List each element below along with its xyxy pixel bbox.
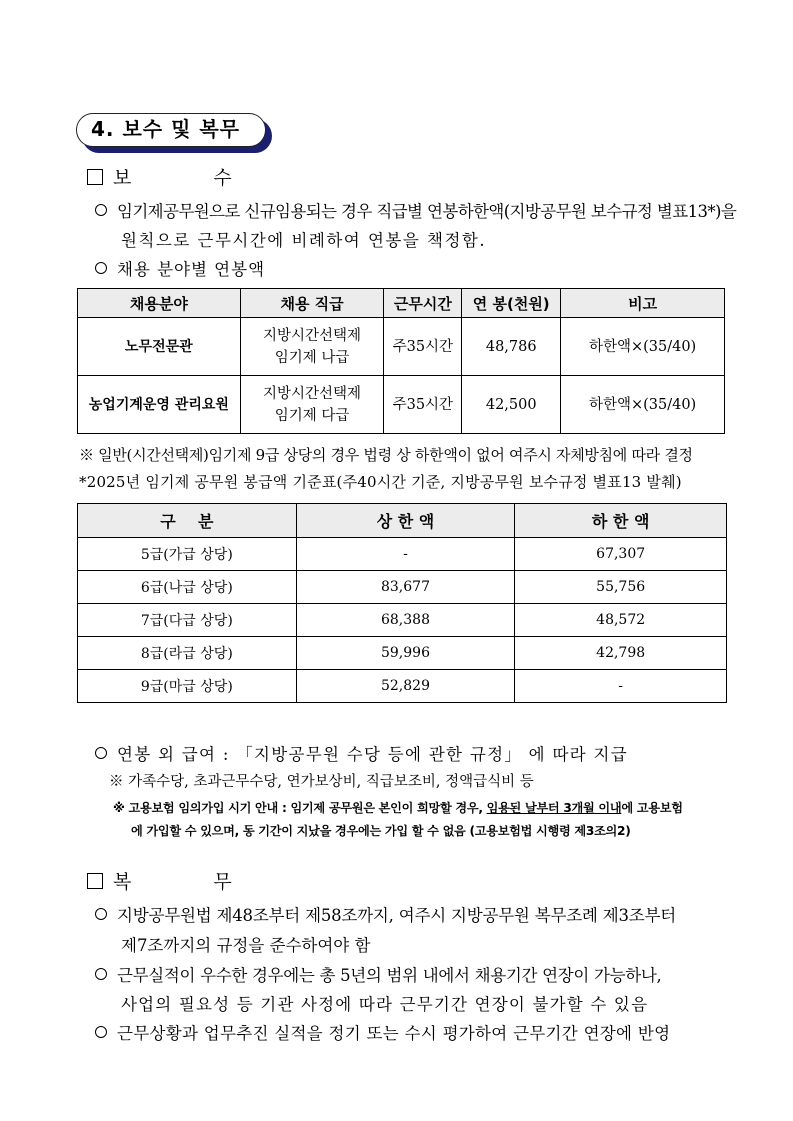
salary-table	[77, 288, 725, 434]
insurance-period-emphasis: 임용된 날부터 3개월 이내	[486, 801, 622, 815]
lower-cell: 48,572	[515, 604, 727, 637]
upper-cell: 52,829	[296, 670, 515, 703]
hours-cell: 주35시간	[384, 376, 462, 434]
field-cell: 노무전문관	[78, 318, 241, 376]
circle-bullet-icon	[95, 747, 107, 759]
note-2: *2025년 임기제 공무원 봉급액 기준표(주40시간 기준, 지방공무원 보수규정 별표13 발췌)	[79, 473, 682, 491]
upper-cell: 68,388	[296, 604, 515, 637]
pay-scale-table	[77, 503, 727, 703]
lower-cell: 42,798	[515, 637, 727, 670]
lower-cell: 55,756	[515, 571, 727, 604]
circle-bullet-icon	[95, 908, 107, 920]
note-1: ※ 일반(시간선택제)임기제 9급 상당의 경우 법령 상 하한액이 없어 여주시 자체방침에 따라 결정	[79, 446, 693, 464]
duty-bullet-3: 근무상황과 업무추진 실적을 정기 또는 수시 평가하여 근무기간 연장에 반영	[95, 1020, 670, 1044]
circle-bullet-icon	[95, 1026, 107, 1038]
checkbox-square-icon	[87, 873, 103, 889]
table-row	[78, 571, 727, 604]
duty-bullet-2-cont: 사업의 필요성 등 기관 사정에 따라 근무기간 연장이 불가할 수 있음	[121, 995, 649, 1014]
circle-bullet-icon	[95, 262, 107, 274]
table-row	[78, 318, 725, 376]
upper-cell: 83,677	[296, 571, 515, 604]
grade-cell: 8급(라급 상당)	[78, 637, 297, 670]
upper-cell: -	[296, 538, 515, 571]
circle-bullet-icon	[95, 204, 107, 216]
note-cell: 하한액×(35/40)	[561, 376, 725, 434]
column-header: 상 한 액	[296, 504, 515, 538]
table-row	[78, 670, 727, 703]
pay-bullet-1: 임기제공무원으로 신규임용되는 경우 직급별 연봉하한액(지방공무원 보수규정 별표13*)을	[95, 198, 736, 222]
section-title: 4. 보수 및 복무	[76, 113, 266, 147]
column-header: 근무시간	[384, 289, 462, 318]
column-header: 채용분야	[78, 289, 241, 318]
lower-cell: -	[515, 670, 727, 703]
column-header: 비고	[561, 289, 725, 318]
column-header: 하 한 액	[515, 504, 727, 538]
note-cell: 하한액×(35/40)	[561, 318, 725, 376]
grade-cell: 7급(다급 상당)	[78, 604, 297, 637]
salary-cell: 48,786	[462, 318, 561, 376]
table-row	[78, 604, 727, 637]
column-header: 구 분	[78, 504, 297, 538]
duty-bullet-1: 지방공무원법 제48조부터 제58조까지, 여주시 지방공무원 복무조례 제3조부터	[95, 902, 676, 926]
upper-cell: 59,996	[296, 637, 515, 670]
rank-cell: 지방시간선택제 임기제 나급	[240, 318, 384, 376]
rank-cell: 지방시간선택제 임기제 다급	[240, 376, 384, 434]
insurance-note-line-1: ※ 고용보험 임의가입 시기 안내 : 임기제 공무원은 본인이 희망할 경우, 임용된 날부터 3개월 이내에 고용보험	[113, 801, 683, 815]
table-row	[78, 637, 727, 670]
field-cell: 농업기계운영 관리요원	[78, 376, 241, 434]
hours-cell: 주35시간	[384, 318, 462, 376]
pay-bullet-1-cont: 원칙으로 근무시간에 비례하여 연봉을 책정함.	[121, 231, 487, 250]
column-header: 채용 직급	[240, 289, 384, 318]
duty-heading: 복 무	[87, 867, 270, 894]
table-row	[78, 376, 725, 434]
pay-heading: 보 수	[87, 163, 270, 190]
circle-bullet-icon	[95, 968, 107, 980]
pay-bullet-3-sub: ※ 가족수당, 초과근무수당, 연가보상비, 직급보조비, 정액급식비 등	[109, 774, 534, 790]
lower-cell: 67,307	[515, 538, 727, 571]
insurance-note-line-2: 에 가입할 수 있으며, 동 기간이 지났을 경우에는 가입 할 수 없음 (고용보험법 시행령 제3조의2)	[131, 824, 631, 838]
section-header	[76, 113, 274, 155]
grade-cell: 9급(마급 상당)	[78, 670, 297, 703]
table-header-row	[78, 289, 725, 318]
duty-bullet-2: 근무실적이 우수한 경우에는 총 5년의 범위 내에서 채용기간 연장이 가능하나,	[95, 962, 661, 986]
grade-cell: 5급(가급 상당)	[78, 538, 297, 571]
pay-bullet-2: 채용 분야별 연봉액	[95, 256, 265, 280]
pay-bullet-3: 연봉 외 급여 : 「지방공무원 수당 등에 관한 규정」 에 따라 지급	[95, 741, 628, 765]
grade-cell: 6급(나급 상당)	[78, 571, 297, 604]
table-row	[78, 538, 727, 571]
column-header: 연 봉(천원)	[462, 289, 561, 318]
checkbox-square-icon	[87, 169, 103, 185]
duty-bullet-1-cont: 제7조까지의 규정을 준수하여야 함	[121, 936, 371, 955]
salary-cell: 42,500	[462, 376, 561, 434]
table-header-row	[78, 504, 727, 538]
